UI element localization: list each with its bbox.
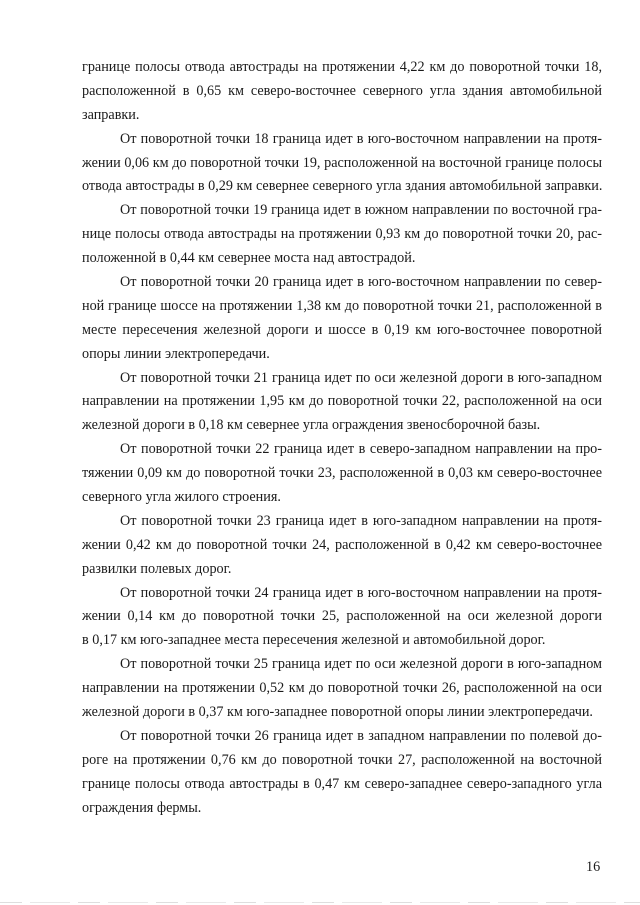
paragraph — [82, 367, 602, 439]
text-line: жении 0,42 км до поворотной точки 24, расположенной в 0,42 км северо-восточнее — [82, 536, 602, 553]
paragraph — [82, 582, 602, 654]
text-line: От поворотной точки 25 граница идет по оси железной дороги в юго-западном — [120, 656, 602, 673]
text-line: ной границе шоссе на протяжении 1,38 км до поворотной точки 21, расположенной в — [82, 297, 602, 314]
text-line: От поворотной точки 22 граница идет в северо-западном направлении на про- — [120, 441, 602, 458]
paragraph — [82, 725, 602, 821]
text-line: северного угла жилого строения. — [82, 489, 281, 506]
text-line: направлении на протяжении 1,95 км до поворотной точки 22, расположенной на оси — [82, 393, 602, 410]
text-line: От поворотной точки 24 граница идет в юго-восточном направлении на протя- — [120, 584, 602, 601]
page-number: 16 — [586, 859, 601, 875]
text-line: От поворотной точки 19 граница идет в южном направлении по восточной гра- — [120, 202, 602, 219]
text-line: жении 0,06 км до поворотной точки 19, расположенной на восточной границе полосы — [82, 154, 602, 171]
scan-edge-artifact — [0, 902, 640, 903]
text-line: От поворотной точки 20 граница идет в юго-восточном направлении по север- — [120, 274, 602, 291]
text-line: отвода автострады в 0,29 км севернее северного угла здания автомобильной заправки. — [82, 178, 603, 195]
paragraph — [82, 653, 602, 725]
text-line: роге на протяжении 0,76 км до поворотной точки 27, расположенной на восточной — [82, 751, 602, 768]
text-line: границе полосы отвода автострады на протяжении 4,22 км до поворотной точки 18, — [82, 59, 602, 75]
text-line: железной дороги в 0,37 км юго-западнее поворотной опоры линии электропередачи. — [82, 704, 593, 721]
text-line: опоры линии электропередачи. — [82, 345, 270, 362]
text-line: жении 0,14 км до поворотной точки 25, расположенной на оси железной дороги — [82, 608, 602, 625]
text-line: границе полосы отвода автострады в 0,47 км северо-западнее северо-западного угла — [82, 775, 602, 792]
paragraph — [82, 510, 602, 582]
paragraph — [82, 128, 602, 200]
text-line: заправки. — [82, 106, 140, 123]
text-line: От поворотной точки 26 граница идет в западном направлении по полевой до- — [120, 727, 602, 744]
paragraph — [82, 56, 602, 128]
text-line: месте пересечения железной дороги и шоссе в 0,19 км юго-восточнее поворотной — [82, 321, 602, 338]
text-line: От поворотной точки 21 граница идет по оси железной дороги в юго-западном — [120, 369, 602, 386]
paragraph — [82, 199, 602, 271]
body-text — [82, 56, 602, 821]
text-line: в 0,17 км юго-западнее места пересечения железной и автомобильной дорог. — [82, 632, 546, 649]
text-line: положенной в 0,44 км севернее моста над автострадой. — [82, 250, 416, 267]
text-line: тяжении 0,09 км до поворотной точки 23, расположенной в 0,03 км северо-восточнее — [82, 465, 602, 482]
paragraph — [82, 271, 602, 367]
text-line: ограждения фермы. — [82, 799, 202, 816]
text-line: направлении на протяжении 0,52 км до поворотной точки 26, расположенной на оси — [82, 680, 602, 697]
text-line: расположенной в 0,65 км северо-восточнее северного угла здания автомобильной — [82, 82, 602, 99]
text-line: От поворотной точки 18 граница идет в юго-восточном направлении на протя- — [120, 130, 602, 147]
text-line: развилки полевых дорог. — [82, 560, 232, 577]
paragraph — [82, 438, 602, 510]
text-line: От поворотной точки 23 граница идет в юго-западном направлении на протя- — [120, 512, 602, 529]
text-line: железной дороги в 0,18 км севернее угла ограждения звеносборочной базы. — [82, 417, 541, 434]
text-line: нице полосы отвода автострады на протяжении 0,93 км до поворотной точки 20, рас- — [82, 226, 602, 243]
